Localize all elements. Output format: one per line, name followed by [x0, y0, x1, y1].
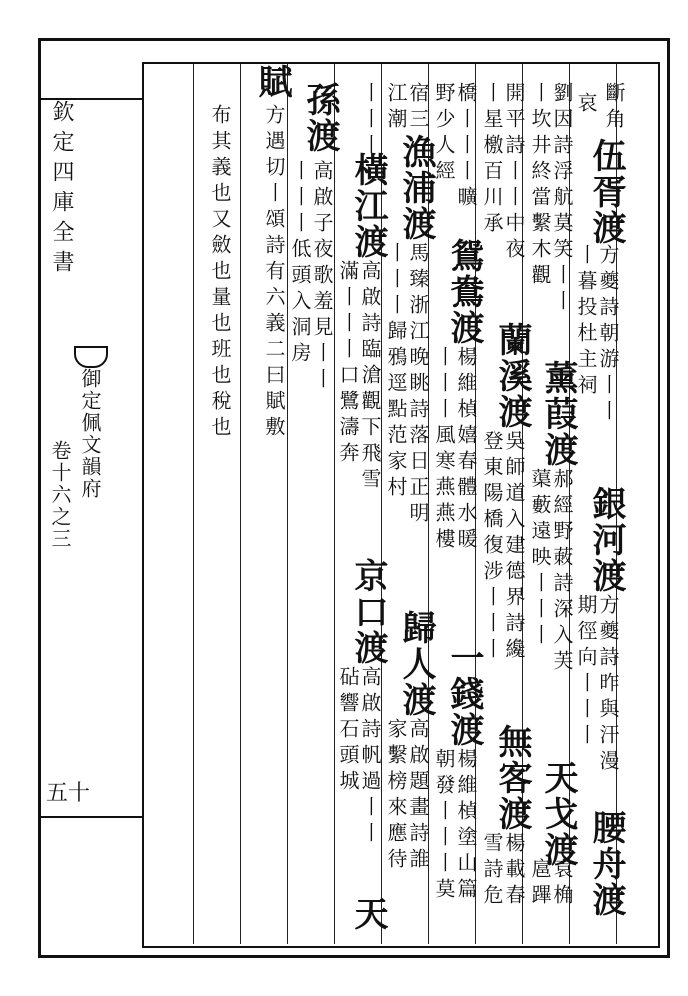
text-line: 丨星檄百川承 [480, 82, 504, 238]
text-line: 斷角 [602, 82, 626, 134]
text-line: 雪詩危 [480, 832, 504, 910]
text-line: 方夔詩朝游丨丨 [596, 244, 620, 426]
headword: 蘭溪渡 [492, 322, 532, 430]
fishtail-ornament [74, 346, 108, 368]
text-line: 橋丨丨丨曠 [454, 82, 478, 212]
text-line: 高啟詩帆過丨丨 [358, 666, 382, 848]
text-line: 朝發丨丨丨莫 [432, 748, 456, 904]
text-line: 丨丨丨風寒燕燕樓 [432, 346, 456, 554]
column-divider [193, 64, 194, 944]
text-line: 滿丨丨丨口鷺濤奔 [336, 260, 360, 468]
text-line: 布其義也又斂也量也班也稅也 [208, 104, 232, 442]
text-line: 丨丨丨低頭入洞房 [288, 160, 312, 368]
text-line: 吳師道入建德界詩纔 [502, 430, 526, 664]
text-line: 哀 [574, 92, 598, 118]
margin-top-label: 欽定四庫全書 [49, 100, 74, 280]
headword: 京口渡 [348, 558, 388, 666]
headword: 漁浦渡 [396, 134, 436, 242]
rhyme-heading: 賦 [252, 64, 292, 100]
text-line: 江潮 [384, 82, 408, 134]
margin-book-title: 御定佩文韻府 [78, 368, 102, 500]
text-line: 丨坎井終當繫木觀 [528, 82, 552, 290]
headword: 無客渡 [492, 724, 532, 832]
text-line: 袁桷 [550, 858, 574, 910]
headword: 伍胥渡 [586, 138, 626, 246]
headword: 鴛鴦渡 [444, 238, 484, 346]
headword: 天戈渡 [538, 760, 578, 868]
text-line: 丨丨丨歸鴉逕點范家村 [384, 242, 408, 502]
text-line: 開平詩丨丨中夜 [502, 82, 526, 264]
headword: 腰舟渡 [586, 810, 626, 918]
margin-volume: 卷十六之三 [48, 440, 72, 550]
text-line: 野少人經 [432, 82, 456, 186]
text-line: 扈蹕 [528, 858, 552, 910]
text-line: 高啟詩臨滄觀下飛雪 [358, 260, 382, 494]
text-line: 馬臻浙江晚眺詩落日正明 [406, 242, 430, 528]
headword: 歸人渡 [396, 610, 436, 718]
column-divider [240, 64, 241, 944]
text-line: 高啟子夜歌羞見丨丨 [310, 160, 334, 394]
text-line: 劉因詩浮航莫笑丨丨 [550, 82, 574, 316]
text-line: 宿三 [406, 82, 430, 134]
margin-header-box [38, 38, 142, 100]
headword: 薰葭渡 [538, 360, 578, 468]
folio-rule [40, 816, 144, 818]
text-line: 郝經野蓛詩深入芙 [550, 468, 574, 676]
text-line: 丨丨丨 [358, 82, 382, 160]
text-line: 砧響石頭城 [336, 666, 360, 796]
text-line: 方夔詩昨與汗漫 [596, 594, 620, 776]
text-line: 楊載春 [502, 832, 526, 910]
text-line: 高啟題畫詩誰 [406, 718, 430, 874]
text-line: 楊維楨嬉春體水暖 [454, 346, 478, 554]
headword: 銀河渡 [586, 486, 626, 594]
text-line: 楊維楨塗山篇 [454, 748, 478, 904]
headword: 橫江渡 [348, 152, 388, 260]
headword: 孫渡 [300, 82, 340, 154]
text-line: 方遇切丨頌詩有六義二曰賦敷 [262, 104, 286, 442]
headword: 天 [348, 896, 388, 932]
text-line: 丨暮投杜主祠 [574, 244, 598, 400]
folio-number: 五十 [46, 781, 91, 806]
headword: 一錢渡 [444, 640, 484, 748]
text-line: 蕖藪遠映丨丨丨 [528, 468, 552, 650]
text-line: 家繫榜來應待 [384, 718, 408, 874]
text-line: 登東陽橋復涉丨丨丨 [480, 430, 504, 664]
text-line: 期徑向丨丨丨 [574, 594, 598, 750]
